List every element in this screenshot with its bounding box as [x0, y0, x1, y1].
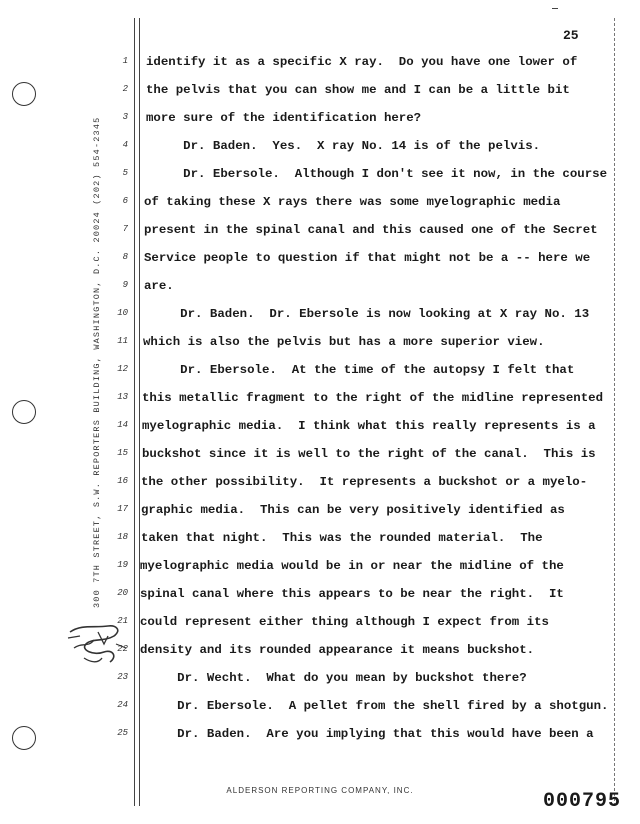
line-number: 5	[122, 168, 128, 178]
line-number: 18	[117, 532, 128, 542]
page-number: 25	[563, 28, 579, 43]
line-number: 3	[122, 112, 128, 122]
transcript-line: the other possibility. It represents a buckshot or a myelo-	[141, 475, 588, 489]
line-number: 11	[117, 336, 128, 346]
side-margin-text: 300 7TH STREET, S.W. REPORTERS BUILDING, WASHINGTON, D.C. 20024 (202) 554-2345	[92, 116, 102, 608]
line-number: 9	[122, 280, 128, 290]
line-number: 14	[117, 420, 128, 430]
margin-rule-left	[134, 18, 135, 806]
transcript-line: are.	[144, 279, 174, 293]
line-number: 23	[117, 672, 128, 682]
transcript-line: spinal canal where this appears to be near the right. It	[140, 587, 564, 601]
line-number: 25	[117, 728, 128, 738]
transcript-line: density and its rounded appearance it means buckshot.	[140, 643, 535, 657]
transcript-line: graphic media. This can be very positively identified as	[141, 503, 565, 517]
binder-hole	[12, 726, 36, 750]
transcript-line: could represent either thing although I expect from its	[140, 615, 549, 629]
transcript-line: myelographic media would be in or near the midline of the	[140, 559, 564, 573]
transcript-line: of taking these X rays there was some myelographic media	[144, 195, 561, 209]
binder-hole	[12, 400, 36, 424]
transcript-line: myelographic media. I think what this really represents is a	[142, 419, 596, 433]
transcript-line: taken that night. This was the rounded material. The	[141, 531, 543, 545]
document-id: 000795	[543, 790, 622, 813]
binder-hole	[12, 82, 36, 106]
transcript-line: more sure of the identification here?	[146, 111, 422, 125]
transcript-line: this metallic fragment to the right of the midline represented	[142, 391, 604, 405]
transcript-line: Dr. Baden. Dr. Ebersole is now looking at X ray No. 13	[143, 307, 590, 321]
transcript-line: present in the spinal canal and this caused one of the Secret	[144, 223, 598, 237]
handwritten-mark	[64, 618, 130, 670]
footer-company: ALDERSON REPORTING COMPANY, INC.	[226, 786, 414, 795]
line-number: 8	[122, 252, 128, 262]
line-number: 21	[117, 616, 128, 626]
line-number: 17	[117, 504, 128, 514]
line-number: 15	[117, 448, 128, 458]
line-number: 16	[117, 476, 128, 486]
transcript-line: Dr. Ebersole. A pellet from the shell fired by a shotgun.	[140, 699, 609, 713]
line-number: 12	[117, 364, 128, 374]
line-number: 6	[122, 196, 128, 206]
line-number: 24	[117, 700, 128, 710]
line-number: 2	[122, 84, 128, 94]
top-mark	[552, 8, 558, 9]
margin-rule-left-inner	[139, 18, 140, 806]
line-number: 20	[117, 588, 128, 598]
transcript-line: Dr. Baden. Are you implying that this would have been a	[140, 727, 594, 741]
line-number: 10	[117, 308, 128, 318]
transcript-line: the pelvis that you can show me and I can be a little bit	[146, 83, 570, 97]
line-number: 4	[122, 140, 128, 150]
transcript-line: Dr. Baden. Yes. X ray No. 14 is of the pelvis.	[146, 139, 541, 153]
line-number: 7	[122, 224, 128, 234]
line-number: 22	[117, 644, 128, 654]
transcript-line: Dr. Ebersole. Although I don't see it now, in the course	[146, 167, 608, 181]
transcript-line: which is also the pelvis but has a more superior view.	[143, 335, 545, 349]
transcript-line: identify it as a specific X ray. Do you have one lower of	[146, 55, 578, 69]
line-number: 19	[117, 560, 128, 570]
transcript-line: Dr. Ebersole. At the time of the autopsy I felt that	[143, 363, 575, 377]
transcript-line: buckshot since it is well to the right of the canal. This is	[142, 447, 596, 461]
transcript-line: Dr. Wecht. What do you mean by buckshot there?	[140, 671, 527, 685]
line-number: 13	[117, 392, 128, 402]
line-number: 1	[122, 56, 128, 66]
margin-rule-right	[614, 18, 615, 806]
transcript-line: Service people to question if that might not be a -- here we	[144, 251, 591, 265]
